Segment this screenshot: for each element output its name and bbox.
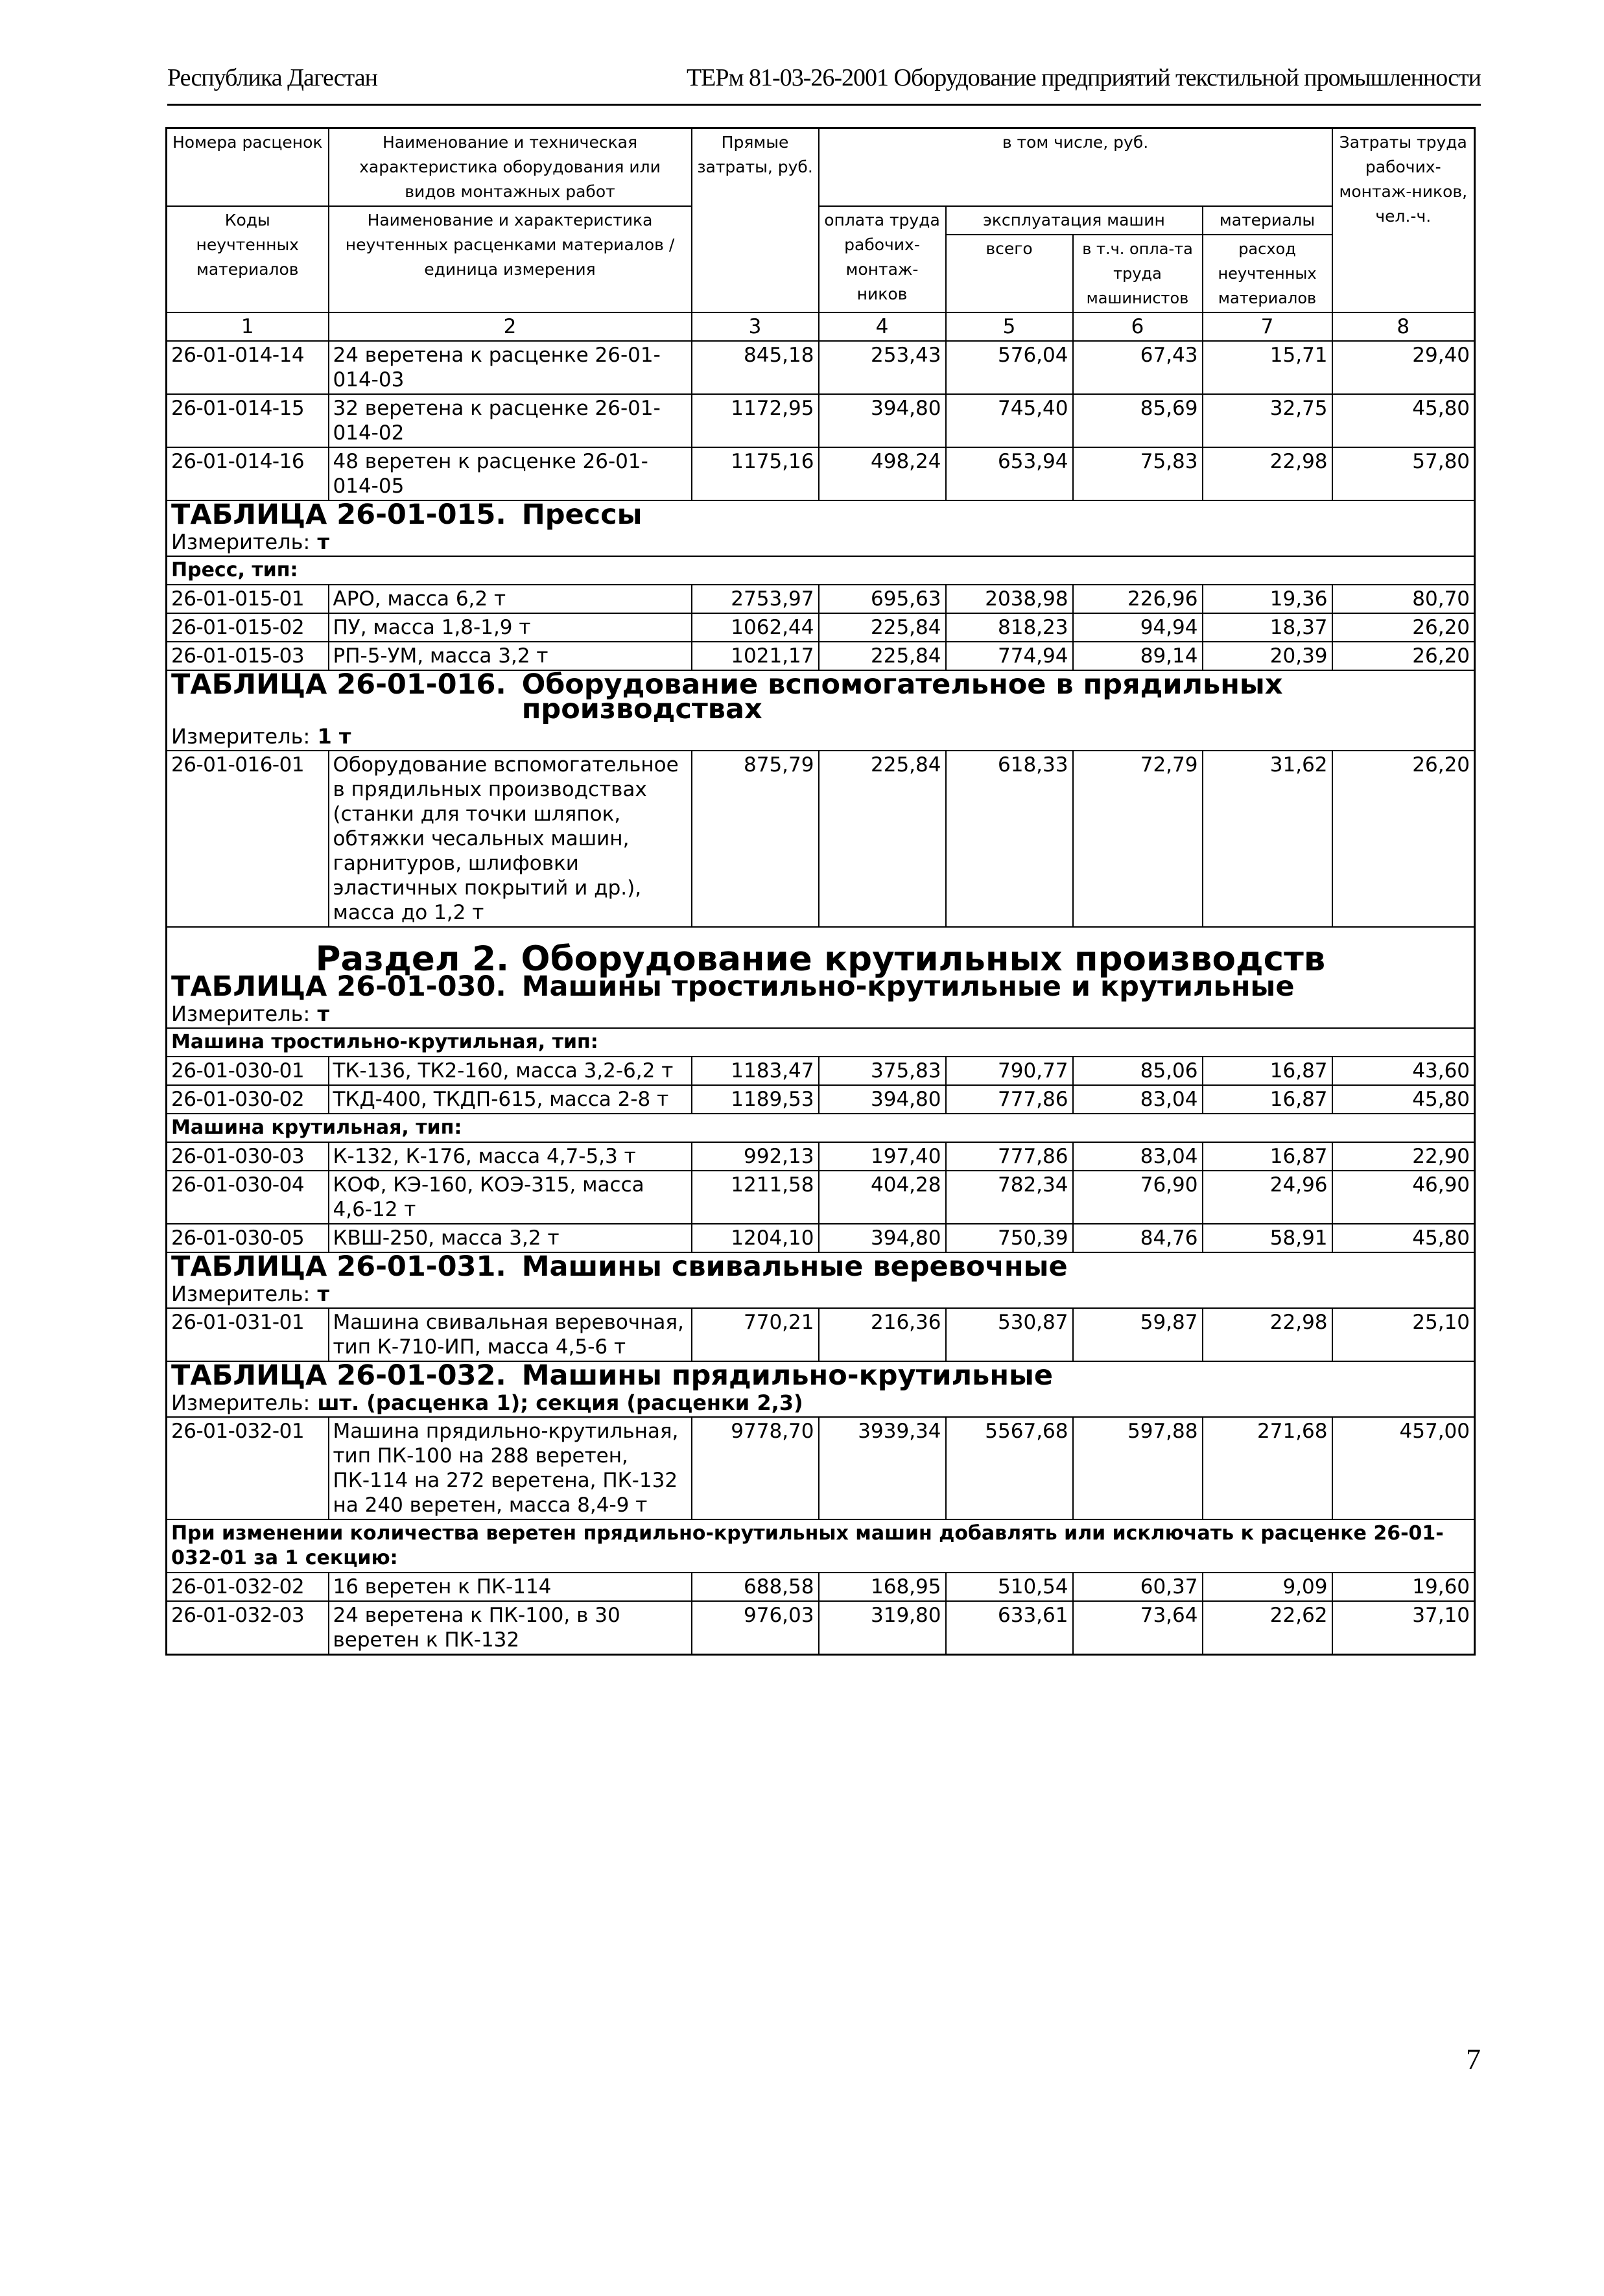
unit-label: Измеритель: — [171, 724, 311, 749]
table-015-subheader-text: Пресс, тип: — [167, 556, 1475, 585]
labor-hours: 45,80 — [1332, 1085, 1475, 1114]
price-table — [165, 127, 1476, 1656]
table-032-note — [167, 1519, 1475, 1573]
work-description: 24 веретена к расценке 26-01-014-03 — [329, 341, 692, 394]
unit-value: т — [317, 1002, 329, 1026]
material-consumption: 22,98 — [1203, 447, 1332, 500]
labor-hours: 45,80 — [1332, 394, 1475, 447]
table-015-subheader — [167, 556, 1475, 585]
column-number: 4 — [819, 312, 946, 341]
machine-total: 633,61 — [946, 1601, 1073, 1655]
table-row — [167, 1142, 1475, 1171]
machine-total: 2038,98 — [946, 585, 1073, 613]
labor-hours: 29,40 — [1332, 341, 1475, 394]
column-number: 3 — [692, 312, 819, 341]
direct-costs: 2753,97 — [692, 585, 819, 613]
work-description: КВШ-250, масса 3,2 т — [329, 1224, 692, 1252]
direct-costs: 1175,16 — [692, 447, 819, 500]
section-title: Раздел 2. Оборудование крутильных производств — [315, 939, 1326, 979]
machinist-pay: 597,88 — [1073, 1417, 1203, 1519]
labor-pay: 498,24 — [819, 447, 946, 500]
direct-costs: 1172,95 — [692, 394, 819, 447]
material-consumption: 31,62 — [1203, 751, 1332, 927]
table-row — [167, 613, 1475, 642]
machinist-pay: 75,83 — [1073, 447, 1203, 500]
machine-total: 5567,68 — [946, 1417, 1073, 1519]
table-015-title-row — [167, 500, 1475, 528]
table-030-label: ТАБЛИЦА 26-01-030. — [171, 970, 506, 1003]
table-016-title-row — [167, 670, 1475, 723]
machinist-pay: 59,87 — [1073, 1308, 1203, 1361]
column-number: 6 — [1073, 312, 1203, 341]
table-032-name: Машины прядильно-крутильные — [521, 1359, 1054, 1392]
material-consumption: 19,36 — [1203, 585, 1332, 613]
work-description: 48 веретен к расценке 26-01-014-05 — [329, 447, 692, 500]
machine-total: 510,54 — [946, 1573, 1073, 1601]
labor-pay: 404,28 — [819, 1171, 946, 1224]
machinist-pay: 67,43 — [1073, 341, 1203, 394]
direct-costs: 770,21 — [692, 1308, 819, 1361]
material-consumption: 18,37 — [1203, 613, 1332, 642]
material-consumption: 16,87 — [1203, 1085, 1332, 1114]
table-031-title-row — [167, 1252, 1475, 1280]
labor-hours: 457,00 — [1332, 1417, 1475, 1519]
table-032-title — [171, 1359, 1470, 1392]
unit-value: шт. (расценка 1); секция (расценки 2,3) — [317, 1390, 803, 1415]
table-031-unit-row — [167, 1280, 1475, 1308]
table-030-name: Машины тростильно-крутильные и крутильные — [521, 970, 1295, 1003]
rate-code: 26-01-016-01 — [167, 751, 329, 927]
labor-pay: 319,80 — [819, 1601, 946, 1655]
machinist-pay: 83,04 — [1073, 1142, 1203, 1171]
header-direct-costs: Прямые затраты, руб. — [692, 128, 819, 313]
rate-code: 26-01-031-01 — [167, 1308, 329, 1361]
labor-hours: 46,90 — [1332, 1171, 1475, 1224]
section-title-row — [167, 946, 1475, 973]
header-machine-operation: эксплуатация машин — [946, 206, 1203, 235]
labor-pay: 225,84 — [819, 613, 946, 642]
work-description: ПУ, масса 1,8-1,9 т — [329, 613, 692, 642]
labor-pay: 375,83 — [819, 1057, 946, 1085]
labor-hours: 26,20 — [1332, 642, 1475, 670]
header-col2-top: Наименование и техническая характеристика оборудования или видов монтажных работ — [329, 128, 692, 207]
work-description: АРО, масса 6,2 т — [329, 585, 692, 613]
table-015-unit-row — [167, 528, 1475, 556]
rate-code: 26-01-030-01 — [167, 1057, 329, 1085]
rate-code: 26-01-032-03 — [167, 1601, 329, 1655]
machine-total: 777,86 — [946, 1085, 1073, 1114]
column-number: 7 — [1203, 312, 1332, 341]
labor-hours: 25,10 — [1332, 1308, 1475, 1361]
labor-pay: 225,84 — [819, 751, 946, 927]
rate-code: 26-01-032-01 — [167, 1417, 329, 1519]
direct-costs: 1189,53 — [692, 1085, 819, 1114]
labor-hours: 26,20 — [1332, 613, 1475, 642]
machine-total: 576,04 — [946, 341, 1073, 394]
work-description: ТК-136, ТК2-160, масса 3,2-6,2 т — [329, 1057, 692, 1085]
material-consumption: 15,71 — [1203, 341, 1332, 394]
header-row-1 — [167, 128, 1475, 207]
machinist-pay: 72,79 — [1073, 751, 1203, 927]
table-015-name: Прессы — [521, 498, 643, 531]
machine-total: 818,23 — [946, 613, 1073, 642]
unit-value: 1 т — [317, 724, 351, 749]
work-description: Машина свивальная веревочная, тип К-710-ИП, масса 4,5-6 т — [329, 1308, 692, 1361]
direct-costs: 688,58 — [692, 1573, 819, 1601]
table-032-title-row — [167, 1361, 1475, 1389]
labor-hours: 22,90 — [1332, 1142, 1475, 1171]
table-015-label: ТАБЛИЦА 26-01-015. — [171, 498, 506, 531]
header-col2-bottom: Наименование и характеристика неучтенных расценками материалов / единица измерения — [329, 206, 692, 312]
machinist-pay: 89,14 — [1073, 642, 1203, 670]
direct-costs: 845,18 — [692, 341, 819, 394]
labor-pay: 394,80 — [819, 1224, 946, 1252]
table-016-label: ТАБЛИЦА 26-01-016. — [171, 668, 506, 701]
labor-pay: 216,36 — [819, 1308, 946, 1361]
rate-code: 26-01-015-02 — [167, 613, 329, 642]
direct-costs: 992,13 — [692, 1142, 819, 1171]
rate-code: 26-01-030-03 — [167, 1142, 329, 1171]
direct-costs: 9778,70 — [692, 1417, 819, 1519]
table-row — [167, 394, 1475, 447]
labor-hours: 37,10 — [1332, 1601, 1475, 1655]
running-head-left: Республика Дагестан — [167, 64, 377, 91]
table-030-subheader-2 — [167, 1114, 1475, 1142]
labor-hours: 80,70 — [1332, 585, 1475, 613]
machine-total: 750,39 — [946, 1224, 1073, 1252]
machinist-pay: 226,96 — [1073, 585, 1203, 613]
table-row — [167, 585, 1475, 613]
table-016-title — [171, 668, 1470, 725]
table-031-name: Машины свивальные веревочные — [521, 1250, 1068, 1283]
labor-pay: 3939,34 — [819, 1417, 946, 1519]
material-consumption: 22,98 — [1203, 1308, 1332, 1361]
labor-hours: 45,80 — [1332, 1224, 1475, 1252]
work-description: Оборудование вспомогательное в прядильных производствах (станки для точки шляпок, обтяжки чесальных машин, гарнитуров, шлифовки эластичных покрытий и др.), масса до 1,2 т — [329, 751, 692, 927]
machine-total: 745,40 — [946, 394, 1073, 447]
table-030-unit-row — [167, 1000, 1475, 1028]
direct-costs: 1062,44 — [692, 613, 819, 642]
machine-total: 782,34 — [946, 1171, 1073, 1224]
table-030-subheader-1-text: Машина тростильно-крутильная, тип: — [167, 1028, 1475, 1057]
labor-pay: 168,95 — [819, 1573, 946, 1601]
table-015-title — [171, 498, 1470, 531]
material-consumption: 32,75 — [1203, 394, 1332, 447]
table-032-unit-row — [167, 1389, 1475, 1417]
header-materials: материалы — [1203, 206, 1332, 235]
material-consumption: 24,96 — [1203, 1171, 1332, 1224]
table-row — [167, 1085, 1475, 1114]
table-row — [167, 1417, 1475, 1519]
work-description: ТКД-400, ТКДП-615, масса 2-8 т — [329, 1085, 692, 1114]
unit-value: т — [317, 530, 329, 554]
table-row — [167, 1573, 1475, 1601]
machine-total: 774,94 — [946, 642, 1073, 670]
header-labor-hours: Затраты труда рабочих-монтаж-ников, чел.-ч. — [1332, 128, 1475, 313]
labor-pay: 695,63 — [819, 585, 946, 613]
labor-pay: 253,43 — [819, 341, 946, 394]
work-description: 16 веретен к ПК-114 — [329, 1573, 692, 1601]
machinist-pay: 84,76 — [1073, 1224, 1203, 1252]
table-030-subheader-2-text: Машина крутильная, тип: — [167, 1114, 1475, 1142]
column-number: 2 — [329, 312, 692, 341]
header-machinist-pay: в т.ч. опла-та труда машинистов — [1073, 235, 1203, 312]
rate-code: 26-01-030-05 — [167, 1224, 329, 1252]
table-row — [167, 1224, 1475, 1252]
column-number: 8 — [1332, 312, 1475, 341]
machine-total: 790,77 — [946, 1057, 1073, 1085]
machinist-pay: 85,69 — [1073, 394, 1203, 447]
rate-code: 26-01-014-15 — [167, 394, 329, 447]
unit-value: т — [317, 1282, 329, 1306]
unit-label: Измеритель: — [171, 1390, 311, 1415]
direct-costs: 1183,47 — [692, 1057, 819, 1085]
column-number: 1 — [167, 312, 329, 341]
unit-label: Измеритель: — [171, 1282, 311, 1306]
direct-costs: 875,79 — [692, 751, 819, 927]
machinist-pay: 85,06 — [1073, 1057, 1203, 1085]
direct-costs: 1204,10 — [692, 1224, 819, 1252]
machinist-pay: 83,04 — [1073, 1085, 1203, 1114]
table-row — [167, 1308, 1475, 1361]
table-030-title — [171, 970, 1470, 1003]
rate-code: 26-01-030-04 — [167, 1171, 329, 1224]
unit-label: Измеритель: — [171, 1002, 311, 1026]
work-description: К-132, К-176, масса 4,7-5,3 т — [329, 1142, 692, 1171]
machine-total: 530,87 — [946, 1308, 1073, 1361]
direct-costs: 976,03 — [692, 1601, 819, 1655]
machinist-pay: 73,64 — [1073, 1601, 1203, 1655]
table-030-title-row — [167, 973, 1475, 1000]
table-row — [167, 341, 1475, 394]
table-030-subheader-1 — [167, 1028, 1475, 1057]
running-head-right: ТЕРм 81-03-26-2001 Оборудование предприятий текстильной промышленности — [686, 64, 1481, 91]
labor-pay: 197,40 — [819, 1142, 946, 1171]
work-description: РП-5-УМ, масса 3,2 т — [329, 642, 692, 670]
rate-code: 26-01-030-02 — [167, 1085, 329, 1114]
rate-code: 26-01-015-01 — [167, 585, 329, 613]
machinist-pay: 60,37 — [1073, 1573, 1203, 1601]
table-row — [167, 1057, 1475, 1085]
header-row-2 — [167, 206, 1475, 235]
labor-pay: 394,80 — [819, 394, 946, 447]
machine-total: 653,94 — [946, 447, 1073, 500]
header-machine-total: всего — [946, 235, 1073, 312]
machinist-pay: 94,94 — [1073, 613, 1203, 642]
material-consumption: 271,68 — [1203, 1417, 1332, 1519]
table-row — [167, 751, 1475, 927]
machine-total: 618,33 — [946, 751, 1073, 927]
material-consumption: 58,91 — [1203, 1224, 1332, 1252]
table-row — [167, 1171, 1475, 1224]
direct-costs: 1021,17 — [692, 642, 819, 670]
machine-total: 777,86 — [946, 1142, 1073, 1171]
table-row — [167, 1601, 1475, 1655]
labor-pay: 394,80 — [819, 1085, 946, 1114]
work-description: КОФ, КЭ-160, КОЭ-315, масса 4,6-12 т — [329, 1171, 692, 1224]
rate-code: 26-01-032-02 — [167, 1573, 329, 1601]
table-016-unit-row — [167, 723, 1475, 751]
table-032-label: ТАБЛИЦА 26-01-032. — [171, 1359, 506, 1392]
labor-hours: 43,60 — [1332, 1057, 1475, 1085]
unit-label: Измеритель: — [171, 530, 311, 554]
column-number: 5 — [946, 312, 1073, 341]
work-description: Машина прядильно-крутильная, тип ПК-100 на 288 веретен, ПК-114 на 272 веретена, ПК-132 на 240 веретен, масса 8,4-9 т — [329, 1417, 692, 1519]
labor-hours: 19,60 — [1332, 1573, 1475, 1601]
direct-costs: 1211,58 — [692, 1171, 819, 1224]
header-col1-top: Номера расценок — [167, 128, 329, 207]
header-col1-bottom: Коды неучтенных материалов — [167, 206, 329, 312]
table-032-note-text: При изменении количества веретен прядильно-крутильных машин добавлять или исключать к расценке 26-01-032-01 за 1 секцию: — [167, 1519, 1475, 1573]
material-consumption: 20,39 — [1203, 642, 1332, 670]
rate-code: 26-01-015-03 — [167, 642, 329, 670]
column-numbers-row — [167, 312, 1475, 341]
rate-code: 26-01-014-16 — [167, 447, 329, 500]
material-consumption: 16,87 — [1203, 1057, 1332, 1085]
material-consumption: 9,09 — [1203, 1573, 1332, 1601]
table-row — [167, 447, 1475, 500]
machinist-pay: 76,90 — [1073, 1171, 1203, 1224]
table-016-name: Оборудование вспомогательное в прядильных производствах — [521, 668, 1283, 725]
rate-code: 26-01-014-14 — [167, 341, 329, 394]
work-description: 32 веретена к расценке 26-01-014-02 — [329, 394, 692, 447]
work-description: 24 веретена к ПК-100, в 30 веретен к ПК-132 — [329, 1601, 692, 1655]
header-including: в том числе, руб. — [819, 128, 1332, 207]
material-consumption: 22,62 — [1203, 1601, 1332, 1655]
labor-hours: 26,20 — [1332, 751, 1475, 927]
labor-hours: 57,80 — [1332, 447, 1475, 500]
material-consumption: 16,87 — [1203, 1142, 1332, 1171]
table-031-label: ТАБЛИЦА 26-01-031. — [171, 1250, 506, 1283]
page-number: 7 — [1466, 2043, 1481, 2076]
header-rule — [167, 104, 1481, 106]
header-labor-pay: оплата труда рабочих-монтаж-ников — [819, 206, 946, 312]
labor-pay: 225,84 — [819, 642, 946, 670]
table-row — [167, 642, 1475, 670]
table-031-title — [171, 1250, 1470, 1283]
header-material-consumption: расход неучтенных материалов — [1203, 235, 1332, 312]
